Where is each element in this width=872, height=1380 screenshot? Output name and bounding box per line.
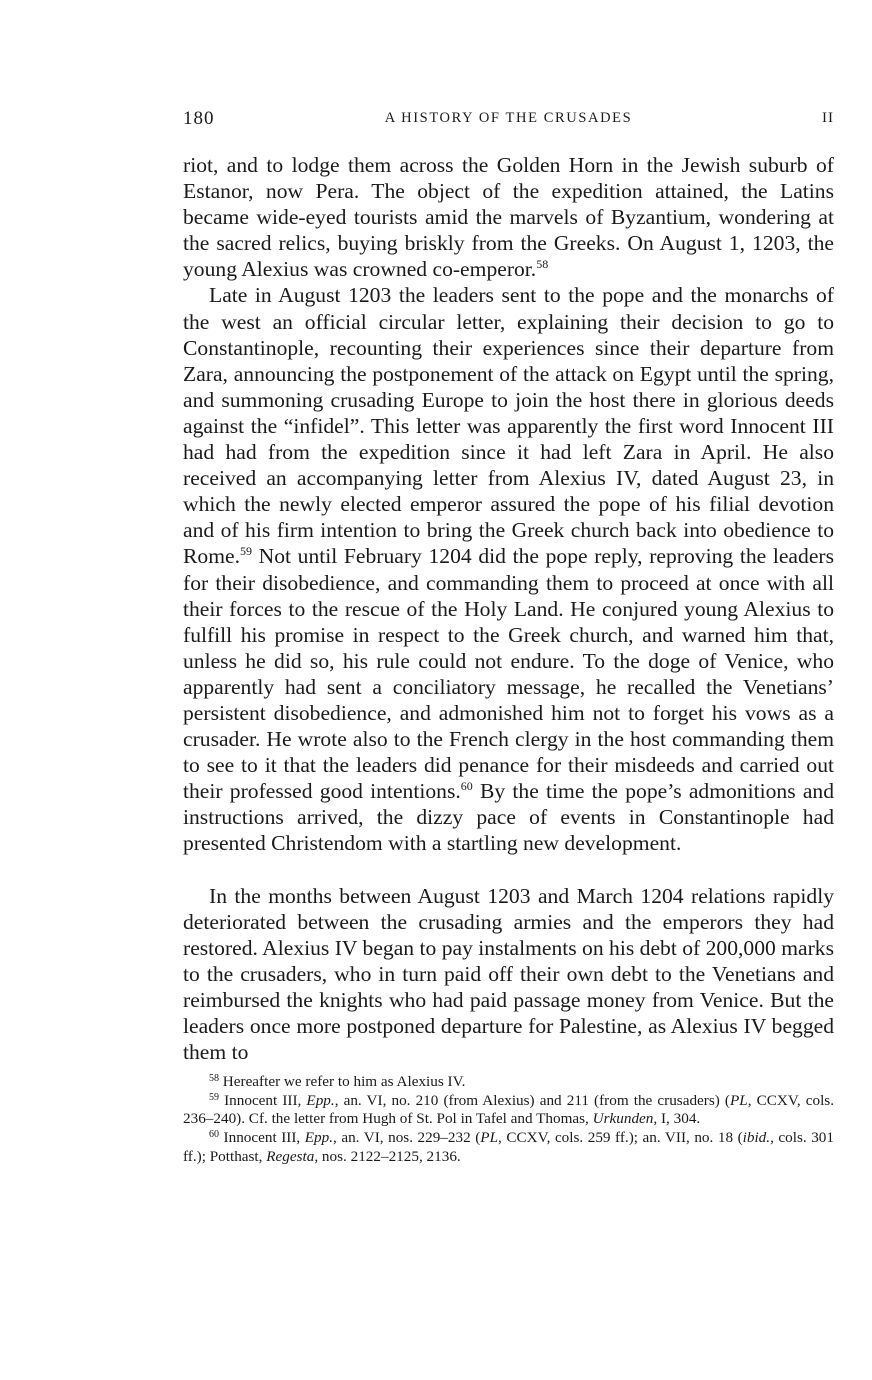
footnotes — [183, 1073, 834, 1166]
footnote-59: $^{59}$ Innocent III, Epp., an. VI, no. 210 (from Alexius) and 211 (from the crusaders) (PL, CCXV, cols. 236–240). Cf. the letter from Hugh of St. Pol in Tafel and Thomas, Urkunden, I, 304. — [183, 1091, 835, 1128]
running-title: A HISTORY OF THE CRUSADES — [384, 110, 633, 126]
main-text — [183, 152, 834, 1065]
running-head — [183, 104, 834, 132]
book-page — [183, 104, 834, 1166]
footnote-58: $^{58}$ Hereafter we refer to him as Alexius IV. — [209, 1073, 466, 1091]
footnote-ref-59: 59 — [239, 544, 252, 559]
footnote-ref-58: 58 — [536, 257, 549, 272]
paragraph-1: riot, and to lodge them across the Golden Horn in the Jewish suburb of Estanor, now Pera. The object of the expedition attained, the Latins became wide-eyed tourists amid the marvels of Byzantium, wondering at the sacred relics, buying briskly from the Greeks. On August 1, 1203, the young Alexius was crowned co-emperor.$^{58}$ — [183, 153, 834, 282]
volume-number: II — [822, 110, 834, 126]
footnote-60: $^{60}$ Innocent III, Epp., an. VI, nos. 229–232 (PL, CCXV, cols. 259 ff.); an. VII, no. 18 (ibid., cols. 301 ff.); Potthast, Regesta, nos. 2122–2125, 2136. — [183, 1128, 834, 1165]
page-number: 180 — [183, 108, 215, 129]
paragraph-3: In the months between August 1203 and March 1204 relations rapidly deteriorated between the crusading armies and the emperors they had restored. Alexius IV began to pay instalments on his debt of 200,000 marks to the crusaders, who in turn paid off their own debt to the Venetians and reimbursed the knights who had paid passage money from Venice. But the leaders once more postponed departure for Palestine, as Alexius IV begged them to — [183, 883, 834, 1065]
footnote-ref-60: 60 — [460, 779, 473, 794]
paragraph-2: Late in August 1203 the leaders sent to the pope and the monarchs of the west an official circular letter, explaining their decision to go to Constantinople, recounting their experiences since their departure from Zara, announcing the postponement of the attack on Egypt until the spring, and summoning crusading Europe to join the host there in glorious deeds against the “infidel”. This letter was apparently the first word Innocent III had had from the expedition since it had left Zara in April. He also received an accompanying letter from Alexius IV, dated August 23, in which the newly elected emperor assured the pope of his filial devotion and of his firm intention to bring the Greek church back into obedience to Rome.$^{59}$ Not until February 1204 did the pope reply, reproving the leaders for their disobedience, and commanding them to proceed at once with all their forces to the rescue of the Holy Land. He conjured young Alexius to fulfill his promise in respect to the Greek church, and warned him that, unless he did so, his rule could not endure. To the doge of Venice, who apparently had sent a conciliatory message, he recalled the Venetians’ persistent disobedience, and admonished him not to forget his vows as a crusader. He wrote also to the French clergy in the host commanding them to see to it that the leaders did penance for their misdeeds and carried out their professed good intentions.$^{60}$ By the time the pope’s admonitions and instructions arrived, the dizzy pace of events in Constantinople had presented Christendom with a startling new development. — [183, 283, 835, 856]
